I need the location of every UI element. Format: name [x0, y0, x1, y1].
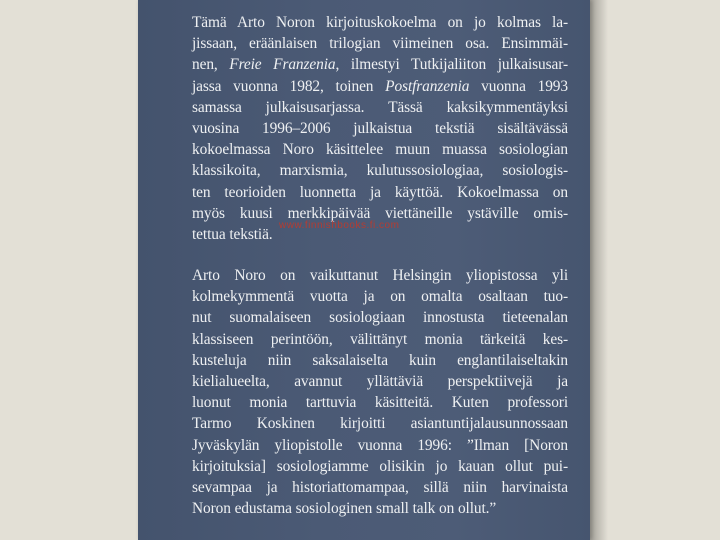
text-line: kusteluja niin saksalaiselta kuin englantilaiseltakin	[192, 351, 568, 369]
text-line: ten teorioiden luonnetta ja käyttöä. Kokoelmassa on	[192, 183, 568, 201]
text-line: kielialueelta, avannut yllättäviä perspektiivejä ja	[192, 372, 568, 390]
text-line: nen, Freie Franzenia, ilmestyi Tutkijaliiton julkaisusar-	[192, 56, 568, 74]
author-paragraph	[192, 265, 568, 519]
text-line: klassikoita, marxismia, kulutussosiologiaa, sosiologis-	[192, 162, 568, 180]
text-line: kirjoituksia] sosiologiamme olisikin jo kauan ollut pui-	[192, 457, 568, 475]
text-line: Arto Noro on vaikuttanut Helsingin yliopistossa yli	[192, 267, 568, 284]
text-line: jassa vuonna 1982, toinen Postfranzenia vuonna 1993	[192, 77, 568, 95]
text-line: myös kuusi merkkipäivää viettäneille ystäville omis-	[192, 204, 568, 222]
text-line: Noron edustama sosiologinen small talk on ollut.”	[192, 500, 497, 518]
cover-edge-shadow	[590, 0, 608, 540]
text-line: nut suomalaiseen sosiologiaan innostusta tieteenalan	[192, 309, 568, 327]
book-title: Postfranzenia	[385, 77, 470, 95]
text-line: Tämä Arto Noron kirjoituskokoelma on jo kolmas la-	[192, 14, 568, 31]
description-paragraph	[192, 12, 568, 245]
watermark-text: www.finnishbooks.fi.com	[279, 220, 400, 231]
text-line: Tarmo Koskinen kirjoitti asiantuntijalausunnossaan	[192, 415, 568, 433]
text-line: samassa julkaisusarjassa. Tässä kaksikymmentäyksi	[192, 98, 568, 116]
book-title: Freie Franzenia	[229, 56, 336, 74]
text-line: jissaan, eräänlaisen trilogian viimeinen osa. Ensimmäi-	[192, 35, 568, 53]
text-line: Jyväskylän yliopistolle vuonna 1996: ”Ilman [Noron	[192, 436, 568, 454]
text-line: tettua tekstiä.	[192, 225, 273, 243]
text-line: kolmekymmentä vuotta ja on omalta osaltaan tuo-	[192, 288, 568, 306]
text-line: luonut monia tarttuvia käsitteitä. Kuten professori	[192, 394, 568, 412]
text-line: klassiseen perintöön, välittänyt monia tärkeitä kes-	[192, 330, 568, 348]
text-line: sevampaa ja historiattomampaa, sillä niin harvinaista	[192, 478, 568, 496]
text-line: kokoelmassa Noro käsittelee muun muassa sosiologian	[192, 141, 568, 159]
text-line: vuosina 1996–2006 julkaistua tekstiä sisältävässä	[192, 119, 568, 137]
